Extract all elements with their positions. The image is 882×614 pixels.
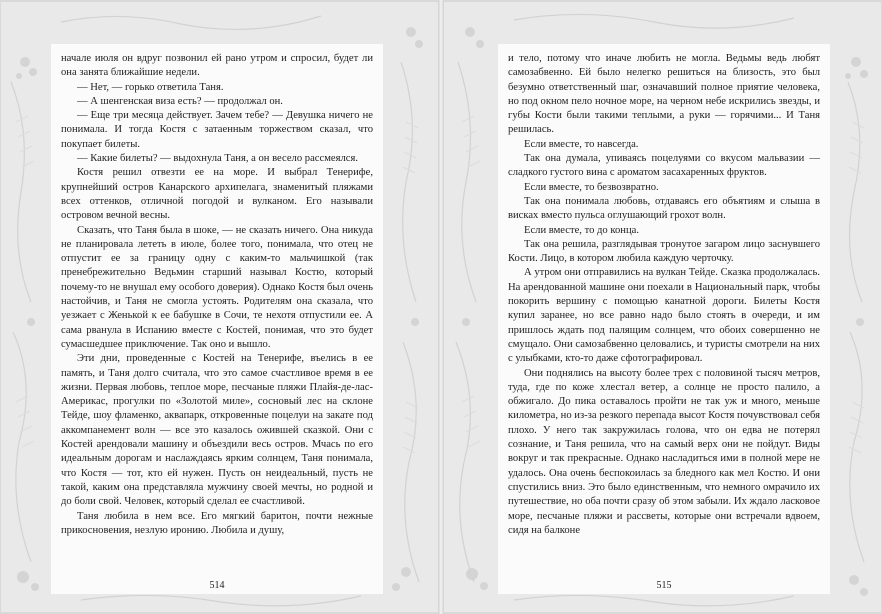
paragraph: Так она решила, разглядывая тронутое загаром лицо заснувшего Кости. Лицо, в котором любила каждую черточку. [508, 238, 820, 265]
paragraph: Если вместе, то до конца. [524, 224, 639, 236]
paragraph: — Еще три месяца действует. Зачем тебе? — Девушка ничего не понимала. И тогда Костя с затаенным торжеством сказал, что покупает билеты. [61, 110, 373, 150]
paragraph: Эти дни, проведенные с Костей на Тенерифе, въелись в ее память, и Таня долго считала, что это самое счастливое время в ее жизни. Первая любовь, теплое море, песчаные пляжи Плайя-де-лас-Америкас, прогулки по «Золотой миле», сосновый лес на склоне Тейде, шоу фламенко, аквапарк, откровенные поцелуи на закате под аккомпанемент волн — все это казалось ожившей сказкой. Они с Костей арендовали машину и объездили весь остров. Мчась по его идеальным дорогам и наслаждаясь ярким солнцем, Таня понимала, что Костя — тот, кто ей нужен. Пусть он неидеальный, пусть не такой, каким она представляла мужчину своей мечты, но родной и до боли свой. Человек, который сделал ее счастливой. [61, 353, 373, 508]
paragraph: Так она думала, упиваясь поцелуями со вкусом мальвазии — сладкого густого вина с ароматом засахаренных фруктов. [508, 153, 820, 179]
left-page [1, 2, 438, 612]
paragraph: и тело, потому что иначе любить не могла. Ведьмы ведь любят самозабвенно. Ей было нелегко решиться на близость, это был безумно ответственный шаг, означавший полное приятие человека, но под окном пело ночное море, на черном небе искрились звезды, и губы Кости были такими теплыми, а руки — горячими... И Таня решилась. [508, 53, 820, 136]
paragraph: — А шенгенская виза есть? — продолжал он. [77, 95, 283, 107]
paragraph: Если вместе, то безвозвратно. [524, 181, 659, 193]
paragraph: — Нет, — горько ответила Таня. [77, 81, 224, 93]
paragraph: Сказать, что Таня была в шоке, — не сказать ничего. Она никуда не планировала лететь в июле, более того, понимала, что отец не отпустит ее за границу одну с каким-то мальчишкой (так пренебрежительно Ведьмин старший называл Костю, который почему-то не внушал ему особого доверия). Однако Костя был очень настойчив, и Таня не смогла устоять. Родителям она сказала, что уезжает с Женькой к ее бабушке в Сочи, те нехотя отпустили ее. А сама рванула в Испанию вместе с Костей, понимая, что это будет сумасшедшее приключение. Так оно и вышло. [61, 224, 373, 350]
right-page [444, 2, 881, 612]
paragraph: — Какие билеты? — выдохнула Таня, а он весело рассмеялся. [77, 153, 358, 165]
paragraph: начале июля он вдруг позвонил ей рано утром и спросил, будет ли она занята ближайшие недели. [61, 53, 373, 79]
paragraph: Так она понимала любовь, отдаваясь его объятиям и слыша в висках вместо пульса оглушающий грохот волн. [508, 195, 820, 222]
paragraph: А утром они отправились на вулкан Тейде. Сказка продолжалась. На арендованной машине они поехали в Национальный парк, чтобы покорить вершину с помощью канатной дороги. Билеты Костя купил заранее, но все равно надо было стоять в очереди, и им пришлось ждать под палящим солнцем, что обоих совершенно не смущало. Они самозабвенно целовались, и туристы смотрели на них с улыбками, кто-то даже сфотографировал. [508, 267, 820, 365]
right-page-text [508, 52, 820, 538]
page-number: 514 [209, 580, 225, 591]
paragraph: Они поднялись на высоту более трех с половиной тысяч метров, туда, где по коже хлестал ветер, а солнце не просто палило, а обжигало. До пика оставалось пройти не так уж и много, меньше километра, но из-за резкого перепада высот Костя почувствовал себя плохо. У него так закружилась голова, что он едва не потерял сознание, и Таня решила, что на самый верх они не пойдут. Виды вокруг и так прекрасные. Однако насладиться ими в полной мере не удалось. Она очень беспокоилась за бледного как мел Костю. И они спустились вниз. Это было единственным, что немного омрачило их путешествие, но оба почти сразу об этом забыли. Их ждало ласковое море, песчаные пляжи и рассветы, которые они встречали вдвоем, сидя на балконе [508, 367, 820, 536]
paragraph: Костя решил отвезти ее на море. И выбрал Тенерифе, крупнейший остров Канарского архипелага, знаменитый пляжами всех оттенков, отличной погодой и вулканом. Его называли островом вечной весны. [61, 167, 373, 222]
paragraph: Таня любила в нем все. Его мягкий баритон, почти нежные прикосновения, незлую иронию. Любила и душу, [61, 510, 373, 536]
left-page-text [61, 52, 373, 538]
paragraph: Если вместе, то навсегда. [524, 138, 639, 150]
page-number: 515 [656, 580, 672, 591]
